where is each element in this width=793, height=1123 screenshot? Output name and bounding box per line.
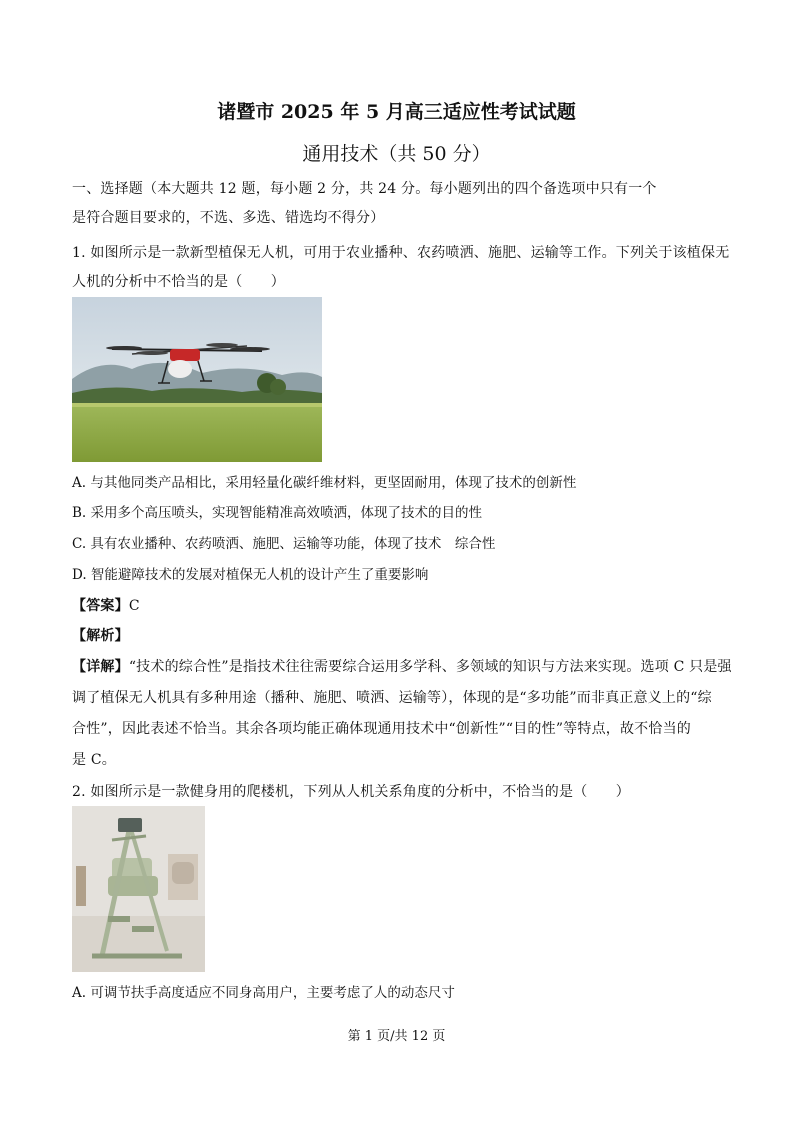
detail-text-line1: “技术的综合性”是指技术往往需要综合运用多学科、多领域的知识与方法来实现。选项 C 只是强 [128, 659, 732, 675]
detail-line3: 合性”，因此表述不恰当。其余各项均能正确体现通用技术中“创新性”“目的性”等特点，故不恰当的 [72, 721, 691, 737]
section-heading-line1: 一、选择题（本大题共 12 题，每小题 2 分，共 24 分。每小题列出的四个备选项中只有一个 [72, 181, 657, 197]
drone-illustration [72, 297, 322, 462]
page-title: 诸暨市 2025 年 5 月高三适应性考试试题 [217, 101, 576, 123]
answer-value: C [128, 598, 140, 614]
q1-option-a: A. 与其他同类产品相比，采用轻量化碳纤维材料，更坚固耐用，体现了技术的创新性 [72, 475, 577, 491]
drone-photo [72, 297, 322, 462]
q1-answer [72, 595, 140, 615]
section-heading-line2: 是符合题目要求的，不选、多选、错选均不得分） [72, 210, 385, 226]
page-footer: 第 1 页/共 12 页 [347, 1029, 446, 1044]
q1-option-c: C. 具有农业播种、农药喷洒、施肥、运输等功能，体现了技术 综合性 [72, 536, 496, 552]
answer-label: 【答案】 [72, 598, 129, 614]
q1-stem-line1: 1. 如图所示是一款新型植保无人机，可用于农业播种、农药喷洒、施肥、运输等工作。下列关于该植保无 [72, 245, 730, 261]
detail-line2: 调了植保无人机具有多种用途（播种、施肥、喷洒、运输等），体现的是“多功能”而非真正意义上的“综 [72, 690, 712, 706]
q1-stem-line2: 人机的分析中不恰当的是（ ） [72, 274, 285, 290]
page-subtitle: 通用技术（共 50 分） [302, 143, 491, 165]
analysis-label: 【解析】 [72, 628, 129, 644]
detail-line4: 是 C。 [72, 752, 116, 768]
q1-option-d: D. 智能避障技术的发展对植保无人机的设计产生了重要影响 [72, 567, 429, 583]
q1-option-b: B. 采用多个高压喷头，实现智能精准高效喷洒，体现了技术的目的性 [72, 505, 483, 521]
q2-stem: 2. 如图所示是一款健身用的爬楼机，下列从人机关系角度的分析中，不恰当的是（ ） [72, 784, 631, 800]
detail-line1 [72, 656, 732, 676]
detail-label: 【详解】 [72, 659, 129, 675]
stair-climber-illustration [72, 806, 205, 972]
stair-climber-photo [72, 806, 205, 972]
q2-option-a: A. 可调节扶手高度适应不同身高用户，主要考虑了人的动态尺寸 [72, 985, 455, 1001]
